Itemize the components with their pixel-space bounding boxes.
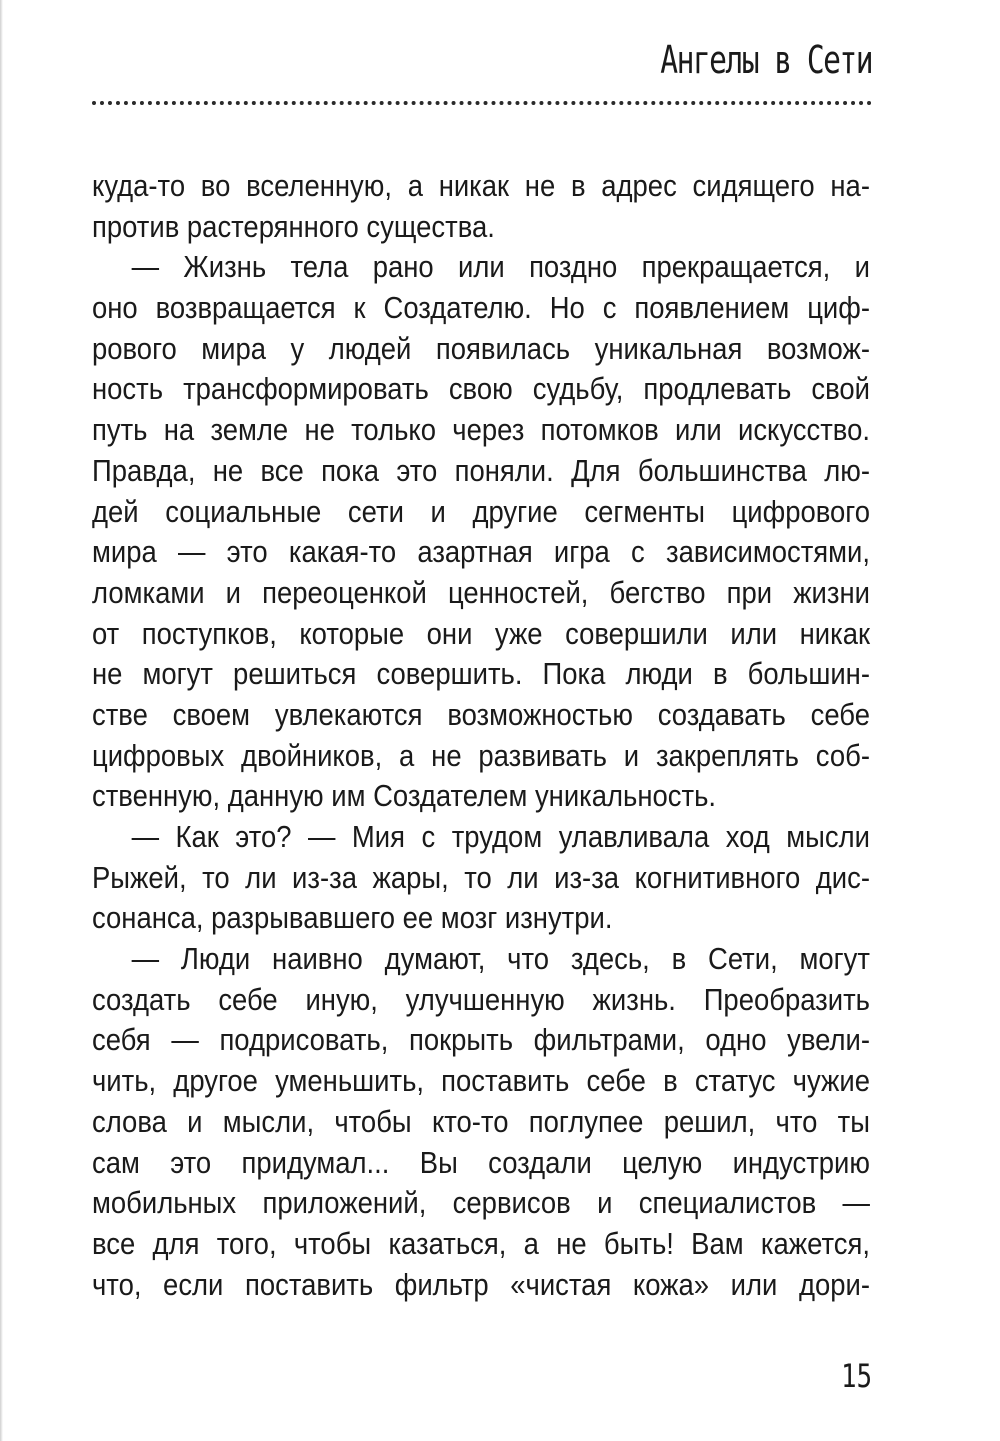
text-line: путь на земле не только через потомков или искусство. <box>92 413 870 448</box>
page-edge-shadow <box>0 0 3 1441</box>
text-line: создать себе иную, улучшенную жизнь. Преобразить <box>92 982 870 1017</box>
text-line: что, если поставить фильтр «чистая кожа» или дори- <box>92 1267 870 1302</box>
text-line: — Как это? — Мия с трудом улавливала ход мысли <box>131 820 870 854</box>
text-line: мира — это какая-то азартная игра с зависимостями, <box>92 535 870 570</box>
running-header-title: Ангелы в Сети <box>660 38 872 82</box>
text-line: сам это придумал... Вы создали целую индустрию <box>92 1145 870 1180</box>
text-line: не могут решиться совершить. Пока люди в большин- <box>92 657 870 692</box>
text-line: ственную, данную им Создателем уникальность. <box>92 779 717 814</box>
text-line: цифровых двойников, а не развивать и закреплять соб- <box>92 738 870 773</box>
text-line: Правда, не все пока это поняли. Для большинства лю- <box>92 453 870 488</box>
text-line: рового мира у людей появилась уникальная возмож- <box>92 331 870 366</box>
text-line: дей социальные сети и другие сегменты цифрового <box>92 494 870 529</box>
text-line: слова и мысли, чтобы кто-то поглупее решил, что ты <box>92 1104 870 1139</box>
text-line: себя — подрисовать, покрыть фильтрами, одно увели- <box>92 1023 870 1058</box>
text-line: Рыжей, то ли из-за жары, то ли из-за когнитивного дис- <box>92 860 870 895</box>
text-line: оно возвращается к Создателю. Но с появлением циф- <box>92 291 870 326</box>
text-line: ность трансформировать свою судьбу, продлевать свой <box>92 372 870 407</box>
text-line: против растерянного существа. <box>92 209 495 244</box>
text-line: сонанса, разрывавшего ее мозг изнутри. <box>92 901 613 936</box>
page-body-text <box>92 166 870 1305</box>
text-line: стве своем увлекаются возможностью создавать себе <box>92 697 870 732</box>
header-dotted-rule <box>92 101 872 105</box>
text-line: ломками и переоценкой ценностей, бегство при жизни <box>92 575 870 610</box>
text-line: — Жизнь тела рано или поздно прекращается, и <box>131 250 870 285</box>
text-line: — Люди наивно думают, что здесь, в Сети, могут <box>131 942 870 977</box>
text-line: мобильных приложений, сервисов и специалистов — <box>92 1186 870 1221</box>
text-line: от поступков, которые они уже совершили или никак <box>92 616 870 651</box>
text-line: куда-то во вселенную, а никак не в адрес сидящего на- <box>92 169 870 203</box>
text-line: чить, другое уменьшить, поставить себе в статус чужие <box>92 1064 870 1099</box>
page-number: 15 <box>841 1357 872 1395</box>
text-line: все для того, чтобы казаться, а не быть! Вам кажется, <box>92 1226 870 1261</box>
